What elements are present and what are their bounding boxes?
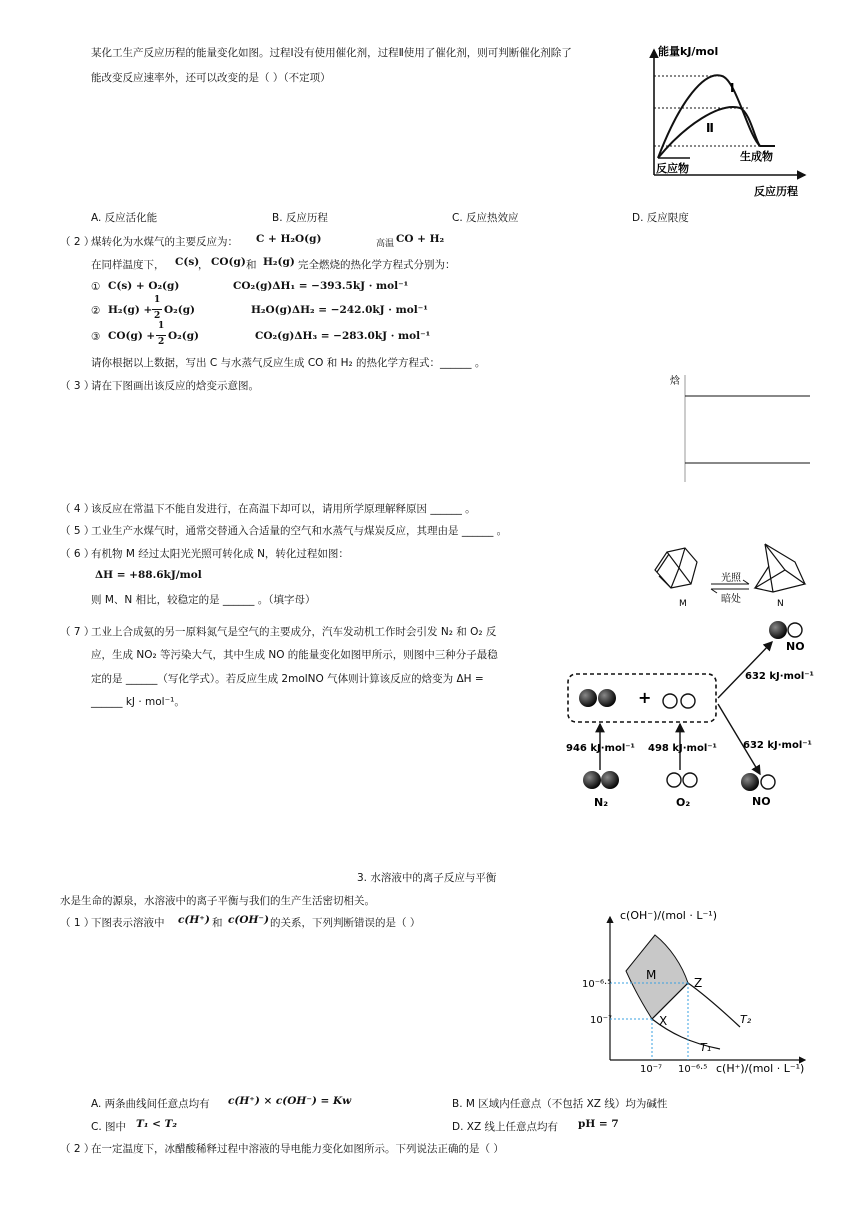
q7-number: （ 7 ） [60, 626, 95, 638]
energy-profile-chart [640, 40, 810, 200]
o2-bond-energy: 498 kJ·mol⁻¹ [648, 743, 717, 754]
s3q1-text-post: 的关系，下列判断错误的是（ ） [270, 917, 421, 929]
q1-option-c[interactable]: C. 反应热效应 [452, 212, 519, 224]
q6-number: （ 6 ） [60, 548, 95, 560]
curve1-label: Ⅰ [730, 81, 735, 95]
x-tick-low: 10⁻⁷ [640, 1064, 663, 1075]
eq1-right: CO₂(g)ΔH₁ = −393.5kJ · mol⁻¹ [233, 280, 409, 292]
no-top-energy: 632 kJ·mol⁻¹ [745, 671, 814, 682]
s3q1-option-a-math: c(H⁺) × c(OH⁻) = Kw [228, 1095, 352, 1107]
q2-species-h2: H₂(g) [263, 256, 295, 268]
label-m: M [646, 968, 657, 982]
q1-option-a[interactable]: A. 反应活化能 [91, 212, 158, 224]
arrow-dark-label: 暗处 [721, 594, 741, 605]
s3q1-option-c-math: T₁ < T₂ [136, 1118, 177, 1130]
reactant-label: 反应物 [656, 162, 689, 175]
q2-line2-start: 在同样温度下， [91, 259, 165, 271]
s3q1-text-pre: 下图表示溶液中 [91, 917, 165, 929]
eq2-frac-num: 1 [154, 295, 161, 305]
s3q1-option-a-text[interactable]: A. 两条曲线间任意点均有 [91, 1098, 210, 1110]
label-x: X [659, 1014, 668, 1028]
s3q1-text-and: 和 [212, 917, 223, 929]
q2-species-c: C(s) [175, 256, 200, 268]
no-formation-energy-diagram [560, 612, 820, 842]
q2-condition: 高温 [376, 239, 395, 249]
q7-line1: 工业上合成氨的另一原料氮气是空气的主要成分，汽车发动机工作时会引发 N₂ 和 O₂ 反 [91, 626, 497, 638]
s3q1-option-c-text[interactable]: C. 图中 [91, 1121, 127, 1133]
eq3-frac-num: 1 [158, 321, 165, 331]
curve2-label: Ⅱ [706, 121, 714, 135]
label-m: M [679, 599, 687, 609]
label-n: N [777, 599, 784, 609]
label-t1: T₁ [700, 1041, 712, 1054]
q2-reactants: C + H₂O(g) [256, 233, 322, 245]
n2-label: N₂ [594, 796, 609, 809]
q7-line4: ______ kJ · mol⁻¹。 [91, 696, 185, 708]
q2-line2-end: 完全燃烧的热化学方程式分别为： [298, 259, 456, 271]
s3q1-option-d-text[interactable]: D. XZ 线上任意点均有 [452, 1121, 558, 1133]
n-atom [579, 689, 597, 707]
enthalpy-axis-label: 焓 [670, 376, 680, 387]
s3q1-text-ch: c(H⁺) [178, 914, 210, 926]
q1-intro-line2: 能改变反应速率外，还可以改变的是（ ）（不定项） [91, 72, 331, 84]
molecule-m [655, 548, 697, 588]
no-bottom-label: NO [752, 795, 771, 808]
no-top-label: NO [786, 640, 805, 653]
n-atom [598, 689, 616, 707]
q4-text: 该反应在常温下不能自发进行，在高温下却可以，请用所学原理解释原因 ______ 。 [91, 503, 476, 515]
q3-number: （ 3 ） [60, 380, 95, 392]
coh-axis-label: c(OH⁻)/(mol · L⁻¹) [620, 909, 717, 922]
eq3-left-a: CO(g) + [108, 330, 156, 342]
ch-axis-label: c(H⁺)/(mol · L⁻¹) [716, 1062, 805, 1075]
q7-line3: 定的是 ______（写化学式）。若反应生成 2molNO 气体则计算该反应的焓变为 ΔH = [91, 673, 484, 685]
product-label: 生成物 [740, 150, 773, 163]
q7-line2: 应，生成 NO₂ 等污染大气，其中生成 NO 的能量变化如图甲所示，则图中三种分子最稳 [91, 649, 498, 661]
q2-line1-text: 煤转化为水煤气的主要反应为： [91, 236, 238, 248]
q5-number: （ 5 ） [60, 525, 95, 537]
label-t2: T₂ [740, 1013, 752, 1026]
energy-axis-label: 能量kJ/mol [658, 45, 719, 58]
molecule-n [755, 544, 805, 592]
q5-text: 工业生产水煤气时，通常交替通入合适量的空气和水蒸气与煤炭反应，其理由是 ______ 。 [91, 525, 508, 537]
s3q1-option-d-math: pH = 7 [578, 1118, 619, 1130]
region-m [626, 935, 688, 1019]
n2-bond-energy: 946 kJ·mol⁻¹ [566, 743, 635, 754]
q6-enthalpy: ΔH = +88.6kJ/mol [95, 569, 202, 581]
s3q1-option-b[interactable]: B. M 区域内任意点（不包括 XZ 线）均为碱性 [452, 1098, 668, 1110]
water-ionization-chart [580, 905, 815, 1080]
q1-intro-line1: 某化工生产反应历程的能量变化如图。过程Ⅰ没有使用催化剂，过程Ⅱ使用了催化剂，则可判断催化剂除了 [91, 47, 572, 59]
q4-number: （ 4 ） [60, 503, 95, 515]
y-tick-low: 10⁻⁷ [590, 1015, 613, 1026]
q2-number: （ 2 ） [60, 236, 95, 248]
eq1-left: C(s) + O₂(g) [108, 280, 180, 292]
eq2-frac-bar [152, 309, 162, 310]
q2-comma: ， [198, 259, 209, 271]
o2-label: O₂ [676, 796, 691, 809]
q6-ask: 则 M、N 相比，较稳定的是 ______ 。（填字母） [91, 594, 316, 606]
eq2-right: H₂O(g)ΔH₂ = −242.0kJ · mol⁻¹ [251, 304, 428, 316]
q6-text: 有机物 M 经过太阳光光照可转化成 N，转化过程如图： [91, 548, 349, 560]
section3-intro: 水是生命的源泉，水溶液中的离子平衡与我们的生产生活密切相关。 [60, 895, 375, 907]
eq3-left-b: O₂(g) [168, 330, 200, 342]
y-tick-high: 10⁻⁶·⁵ [582, 979, 612, 990]
no-bottom-energy: 632 kJ·mol⁻¹ [743, 740, 812, 751]
q1-option-d[interactable]: D. 反应限度 [632, 212, 689, 224]
enthalpy-sketch-area[interactable] [668, 370, 813, 485]
o-atom [663, 694, 677, 708]
q1-option-b[interactable]: B. 反应历程 [272, 212, 328, 224]
label-z: Z [694, 976, 703, 990]
q3-text: 请在下图画出该反应的焓变示意图。 [91, 380, 259, 392]
eq3-right: CO₂(g)ΔH₃ = −283.0kJ · mol⁻¹ [255, 330, 431, 342]
reaction-path-axis-label: 反应历程 [754, 185, 798, 198]
q2-ask: 请你根据以上数据，写出 C 与水蒸气反应生成 CO 和 H₂ 的热化学方程式：______ 。 [91, 357, 486, 369]
plus-sign: + [638, 688, 652, 707]
s3q2-text: 在一定温度下，冰醋酸稀释过程中溶液的导电能力变化如图所示。下列说法正确的是（ ） [91, 1143, 504, 1155]
section3-title: 3. 水溶液中的离子反应与平衡 [357, 872, 497, 884]
eq2-number: ② [91, 305, 101, 317]
q2-species-co: CO(g) [211, 256, 246, 268]
eq2-frac-den: 2 [154, 311, 161, 321]
eq3-number: ③ [91, 331, 101, 343]
eq3-frac-den: 2 [158, 337, 165, 347]
o-atom [681, 694, 695, 708]
eq2-left-b: O₂(g) [164, 304, 196, 316]
arrow-light-label: 光照 [721, 573, 741, 584]
eq1-number: ① [91, 281, 101, 293]
q2-products: CO + H₂ [396, 233, 445, 245]
norbornadiene-conversion-diagram [645, 532, 825, 614]
eq2-left-a: H₂(g) + [108, 304, 153, 316]
s3q1-number: （ 1 ） [60, 917, 95, 929]
s3q2-number: （ 2 ） [60, 1143, 95, 1155]
x-tick-high: 10⁻⁶·⁵ [678, 1064, 708, 1075]
eq3-frac-bar [156, 335, 166, 336]
s3q1-text-coh: c(OH⁻) [228, 914, 269, 926]
q2-and: 和 [246, 259, 257, 271]
